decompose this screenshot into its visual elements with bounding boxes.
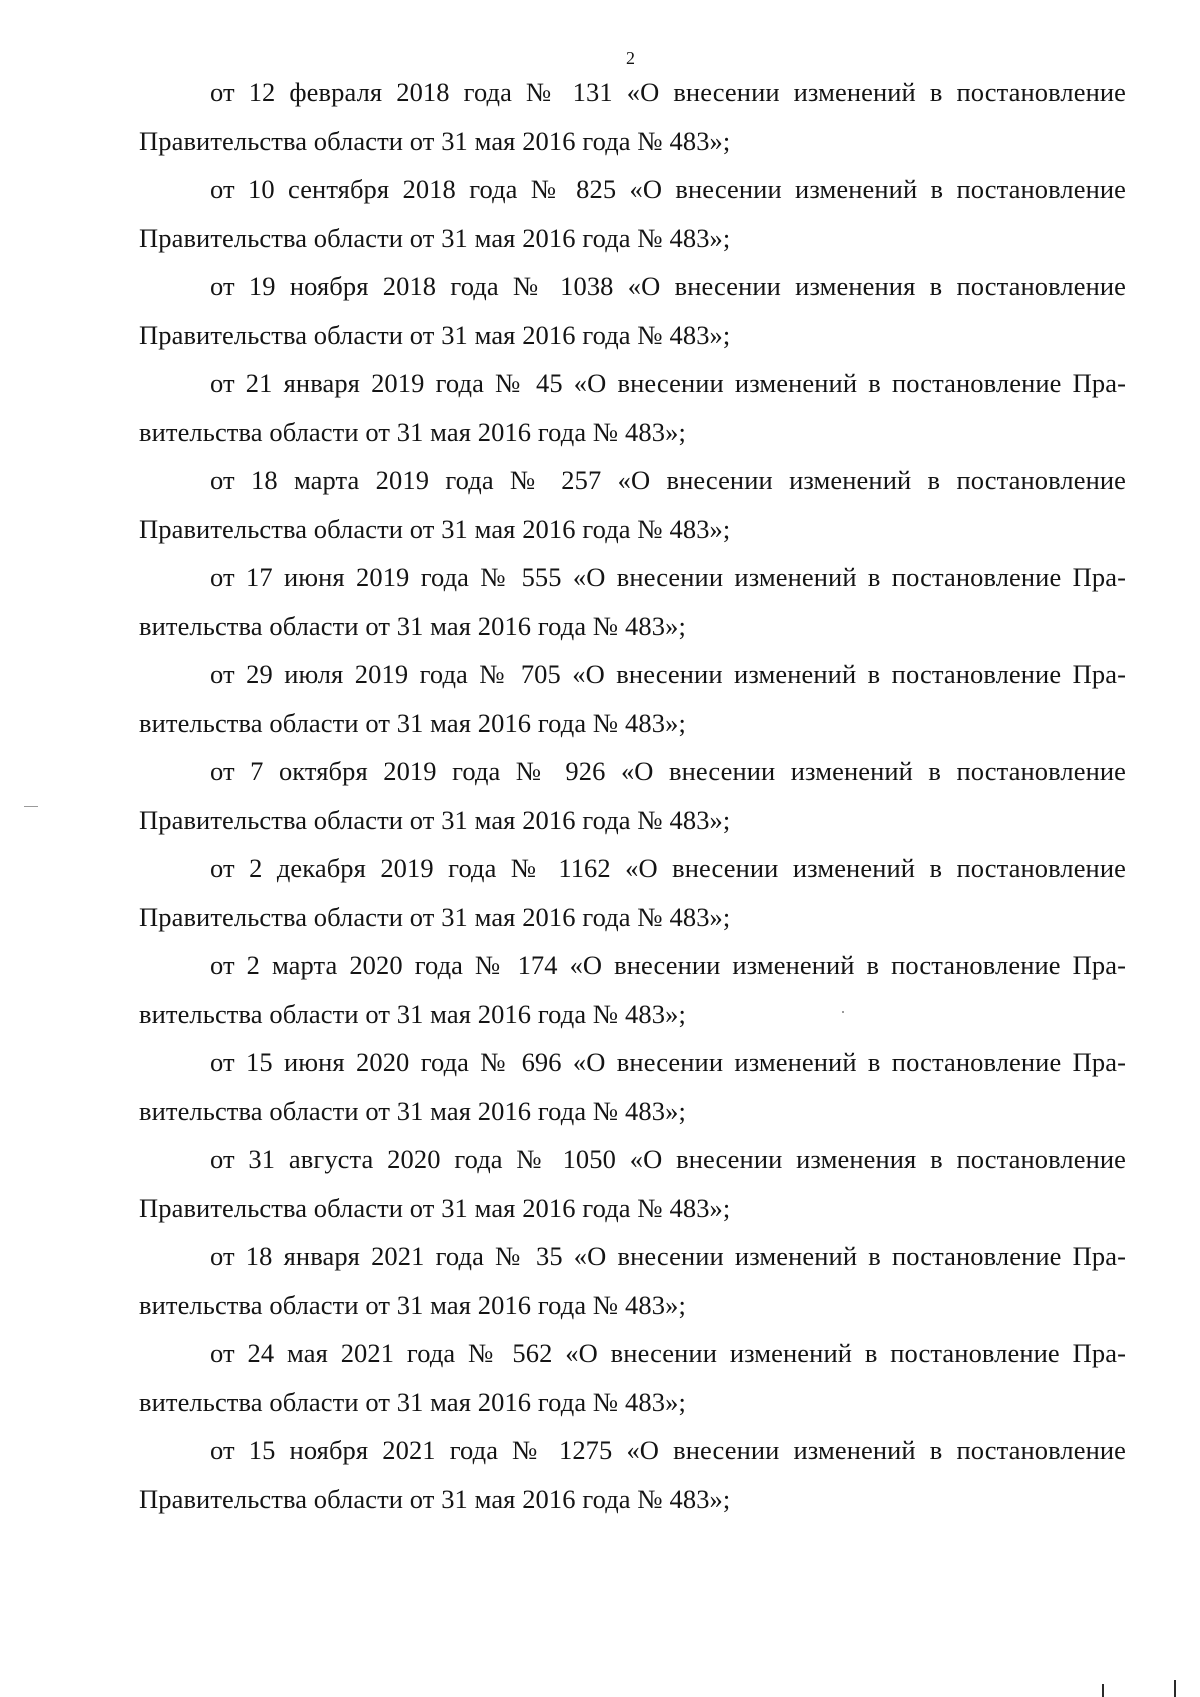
paragraph-8 — [139, 747, 1126, 844]
paragraph-line: вительства области от 31 мая 2016 года № 483»; — [139, 1386, 686, 1417]
paragraph-line: Правительства области от 31 мая 2016 года № 483»; — [139, 1483, 731, 1514]
paragraph-13 — [139, 1232, 1126, 1329]
paragraph-line: вительства области от 31 мая 2016 года № 483»; — [139, 610, 686, 641]
paragraph-14 — [139, 1329, 1126, 1426]
paragraph-5 — [139, 456, 1126, 553]
paragraph-12 — [139, 1135, 1126, 1232]
paragraph-7 — [139, 650, 1126, 747]
paragraph-line: от 24 мая 2021 года № 562 «О внесении изменений в постановление Пра- — [210, 1338, 1126, 1368]
paragraph-line: от 19 ноября 2018 года № 1038 «О внесении изменения в постановление — [210, 271, 1126, 301]
paragraph-line: вительства области от 31 мая 2016 года № 483»; — [139, 1289, 686, 1320]
paragraph-10 — [139, 941, 1126, 1038]
paragraph-line: вительства области от 31 мая 2016 года № 483»; — [139, 707, 686, 738]
paragraph-9 — [139, 844, 1126, 941]
scan-mark — [1174, 1680, 1176, 1697]
paragraph-line: Правительства области от 31 мая 2016 года № 483»; — [139, 319, 731, 350]
paragraph-line: от 17 июня 2019 года № 555 «О внесении изменений в постановление Пра- — [210, 562, 1126, 592]
paragraph-line: от 31 августа 2020 года № 1050 «О внесении изменения в постановление — [210, 1144, 1126, 1174]
paragraph-line: Правительства области от 31 мая 2016 года № 483»; — [139, 125, 731, 156]
document-body — [139, 68, 1126, 1523]
paragraph-line: Правительства области от 31 мая 2016 года № 483»; — [139, 513, 731, 544]
paragraph-line: от 15 июня 2020 года № 696 «О внесении изменений в постановление Пра- — [210, 1047, 1126, 1077]
paragraph-line: от 18 января 2021 года № 35 «О внесении изменений в постановление Пра- — [210, 1241, 1126, 1271]
paragraph-line: от 12 февраля 2018 года № 131 «О внесении изменений в постановление — [210, 77, 1126, 107]
paragraph-4 — [139, 359, 1126, 456]
paragraph-line: от 29 июля 2019 года № 705 «О внесении изменений в постановление Пра- — [210, 659, 1126, 689]
paragraph-line: от 2 декабря 2019 года № 1162 «О внесении изменений в постановление — [210, 853, 1126, 883]
scan-speck — [842, 1011, 844, 1013]
scan-mark — [1102, 1684, 1104, 1697]
paragraph-3 — [139, 262, 1126, 359]
paragraph-line: от 10 сентября 2018 года № 825 «О внесении изменений в постановление — [210, 174, 1126, 204]
paragraph-line: от 7 октября 2019 года № 926 «О внесении изменений в постановление — [210, 756, 1126, 786]
paragraph-line: от 18 марта 2019 года № 257 «О внесении изменений в постановление — [210, 465, 1126, 495]
paragraph-line: Правительства области от 31 мая 2016 года № 483»; — [139, 1192, 731, 1223]
paragraph-line: от 21 января 2019 года № 45 «О внесении изменений в постановление Пра- — [210, 368, 1126, 398]
paragraph-line: Правительства области от 31 мая 2016 года № 483»; — [139, 222, 731, 253]
paragraph-11 — [139, 1038, 1126, 1135]
paragraph-line: вительства области от 31 мая 2016 года № 483»; — [139, 998, 686, 1029]
scan-speck — [24, 806, 38, 807]
paragraph-line: вительства области от 31 мая 2016 года № 483»; — [139, 1095, 686, 1126]
paragraph-line: от 2 марта 2020 года № 174 «О внесении изменений в постановление Пра- — [210, 950, 1126, 980]
page-number: 2 — [626, 48, 635, 68]
paragraph-line: вительства области от 31 мая 2016 года № 483»; — [139, 416, 686, 447]
paragraph-2 — [139, 165, 1126, 262]
paragraph-1 — [139, 68, 1126, 165]
paragraph-15 — [139, 1426, 1126, 1523]
paragraph-line: Правительства области от 31 мая 2016 года № 483»; — [139, 804, 731, 835]
paragraph-line: Правительства области от 31 мая 2016 года № 483»; — [139, 901, 731, 932]
paragraph-line: от 15 ноября 2021 года № 1275 «О внесении изменений в постановление — [210, 1435, 1126, 1465]
paragraph-6 — [139, 553, 1126, 650]
